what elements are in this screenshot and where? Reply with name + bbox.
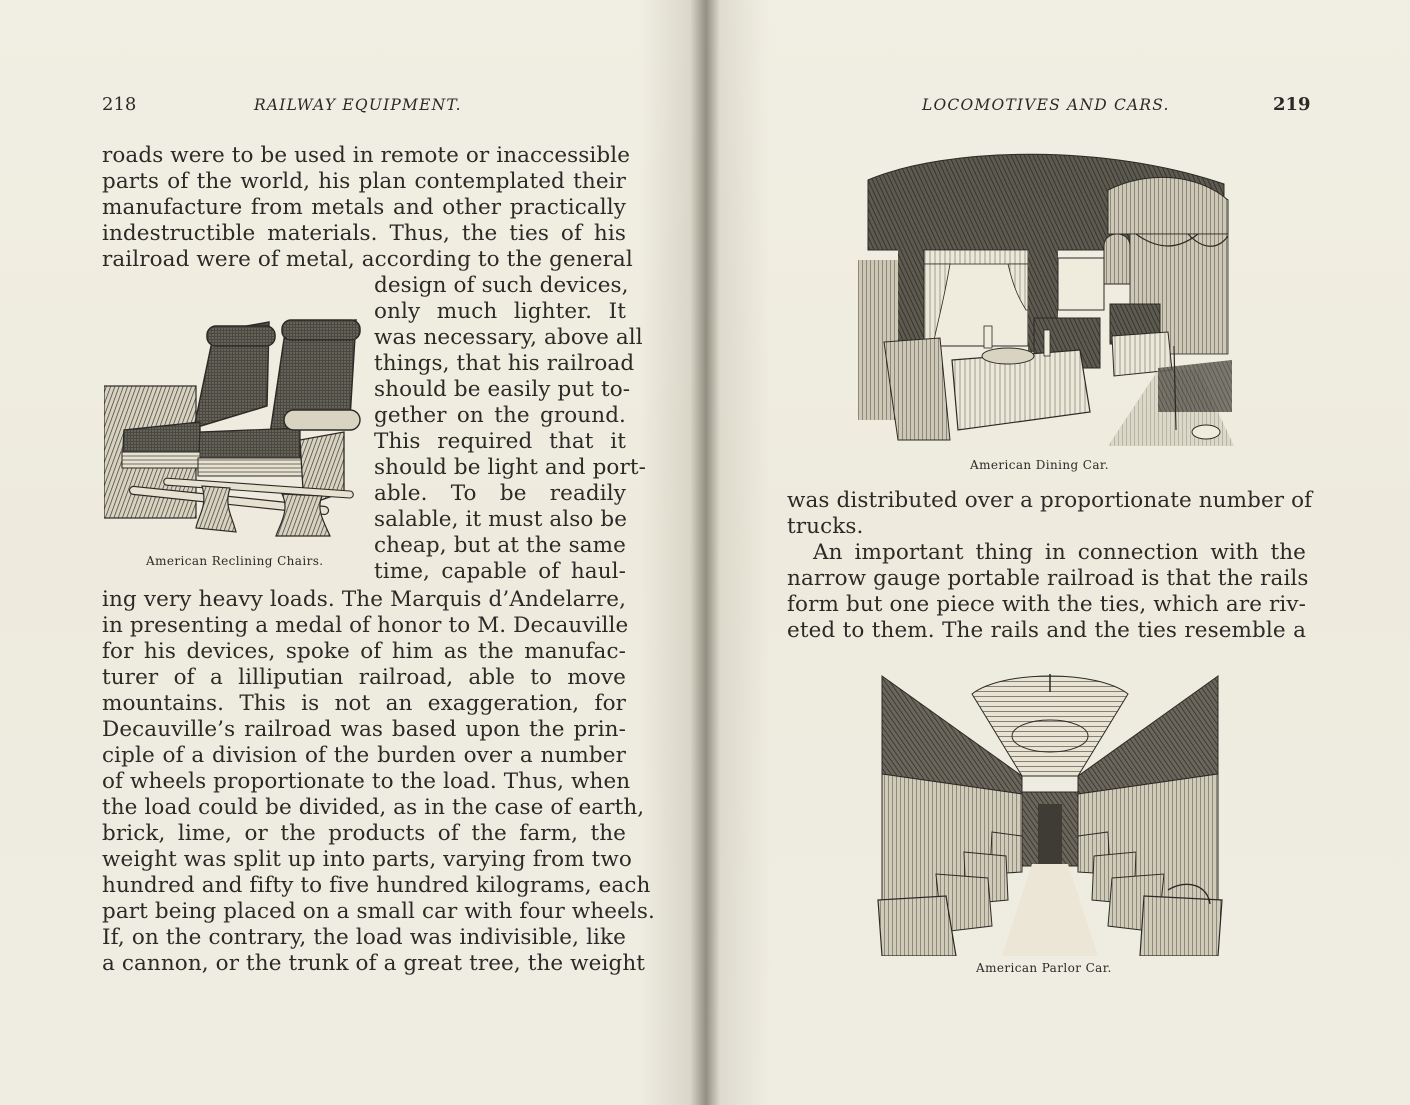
dining-car-illustration	[858, 150, 1234, 446]
figure-caption: American Parlor Car.	[976, 961, 1112, 975]
body-line: manufacture from metals and other practically	[102, 195, 626, 220]
body-line: cheap, but at the same	[374, 533, 626, 558]
body-line: Decauville’s railroad was based upon the prin-	[102, 717, 626, 742]
body-line: the load could be divided, as in the case of earth,	[102, 795, 645, 820]
page-number: 218	[102, 94, 137, 115]
body-line: for his devices, spoke of him as the manufac-	[102, 639, 626, 664]
body-line: ciple of a division of the burden over a number	[102, 743, 626, 768]
body-line: was necessary, above all	[374, 325, 643, 350]
page-number: 219	[1273, 94, 1311, 115]
body-line: should be easily put to-	[374, 377, 631, 402]
reclining-chairs-illustration	[104, 310, 362, 540]
body-line: design of such devices,	[374, 273, 629, 298]
body-line: form but one piece with the ties, which are riv-	[787, 592, 1306, 617]
body-line: mountains. This is not an exaggeration, for	[102, 691, 626, 716]
running-head: LOCOMOTIVES AND CARS.	[922, 96, 1170, 114]
body-line: was distributed over a proportionate number of	[787, 488, 1313, 513]
body-line: ing very heavy loads. The Marquis d’Andelarre,	[102, 587, 626, 612]
running-head: RAILWAY EQUIPMENT.	[254, 96, 462, 114]
body-line: If, on the contrary, the load was indivisible, like	[102, 925, 626, 950]
body-line: things, that his railroad	[374, 351, 635, 376]
body-line: part being placed on a small car with four wheels.	[102, 899, 655, 924]
body-line: a cannon, or the trunk of a great tree, the weight	[102, 951, 646, 976]
body-line: This required that it	[374, 429, 626, 454]
body-line: should be light and port-	[374, 455, 646, 480]
figure-caption: American Dining Car.	[970, 458, 1109, 472]
figure-caption: American Reclining Chairs.	[146, 554, 324, 568]
body-line: trucks.	[787, 514, 864, 539]
body-line: hundred and fifty to five hundred kilograms, each	[102, 873, 651, 898]
body-line: salable, it must also be	[374, 507, 628, 532]
body-line: time, capable of haul-	[374, 559, 626, 584]
parlor-car-illustration	[872, 664, 1228, 956]
body-line: gether on the ground.	[374, 403, 626, 428]
body-line: brick, lime, or the products of the farm, the	[102, 821, 626, 846]
body-line: able. To be readily	[374, 481, 626, 506]
body-line: narrow gauge portable railroad is that the rails	[787, 566, 1309, 591]
body-line: weight was split up into parts, varying from two	[102, 847, 632, 872]
body-line: in presenting a medal of honor to M. Decauville	[102, 613, 629, 638]
body-line: eted to them. The rails and the ties resemble a	[787, 618, 1306, 643]
body-line: only much lighter. It	[374, 299, 626, 324]
body-line: railroad were of metal, according to the general	[102, 247, 633, 272]
body-line: roads were to be used in remote or inaccessible	[102, 143, 631, 168]
body-line: indestructible materials. Thus, the ties of his	[102, 221, 626, 246]
right-page	[706, 0, 1410, 1105]
body-line: of wheels proportionate to the load. Thus, when	[102, 769, 631, 794]
body-line: An important thing in connection with the	[813, 540, 1306, 565]
body-line: parts of the world, his plan contemplated their	[102, 169, 626, 194]
body-line: turer of a lilliputian railroad, able to move	[102, 665, 626, 690]
